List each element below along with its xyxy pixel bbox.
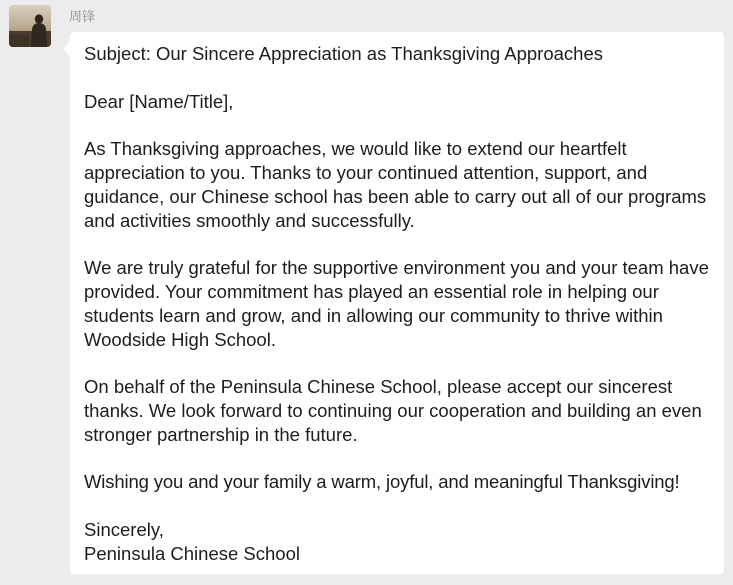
message-bubble[interactable] xyxy=(70,32,724,574)
message-paragraph: On behalf of the Peninsula Chinese School, please accept our sincerest thanks. We look forward to continuing our cooperation and building an even stronger partnership in the future. xyxy=(84,376,702,445)
message-signature: Peninsula Chinese School xyxy=(84,542,300,564)
message-subject: Subject: Our Sincere Appreciation as Thanksgiving Approaches xyxy=(84,43,603,64)
avatar-photo-icon xyxy=(9,5,51,47)
sender-name: 周锋 xyxy=(69,9,96,24)
avatar[interactable] xyxy=(9,5,51,47)
message-paragraph: As Thanksgiving approaches, we would like to extend our heartfelt appreciation to you. Thanks to your continued attention, support, and guidance, our Chinese school has been able to carry out all of our programs and activities smoothly and successfully. xyxy=(84,138,707,231)
message-paragraph: We are truly grateful for the supportive environment you and your team have provided. Your commitment has played an essential role in helping our students learn and grow, and in allowing our community to thrive within Woodside High School. xyxy=(84,257,709,350)
message-closing: Sincerely, xyxy=(84,518,164,540)
message-greeting: Dear [Name/Title], xyxy=(84,90,234,112)
message-paragraph: Wishing you and your family a warm, joyful, and meaningful Thanksgiving! xyxy=(84,471,680,493)
